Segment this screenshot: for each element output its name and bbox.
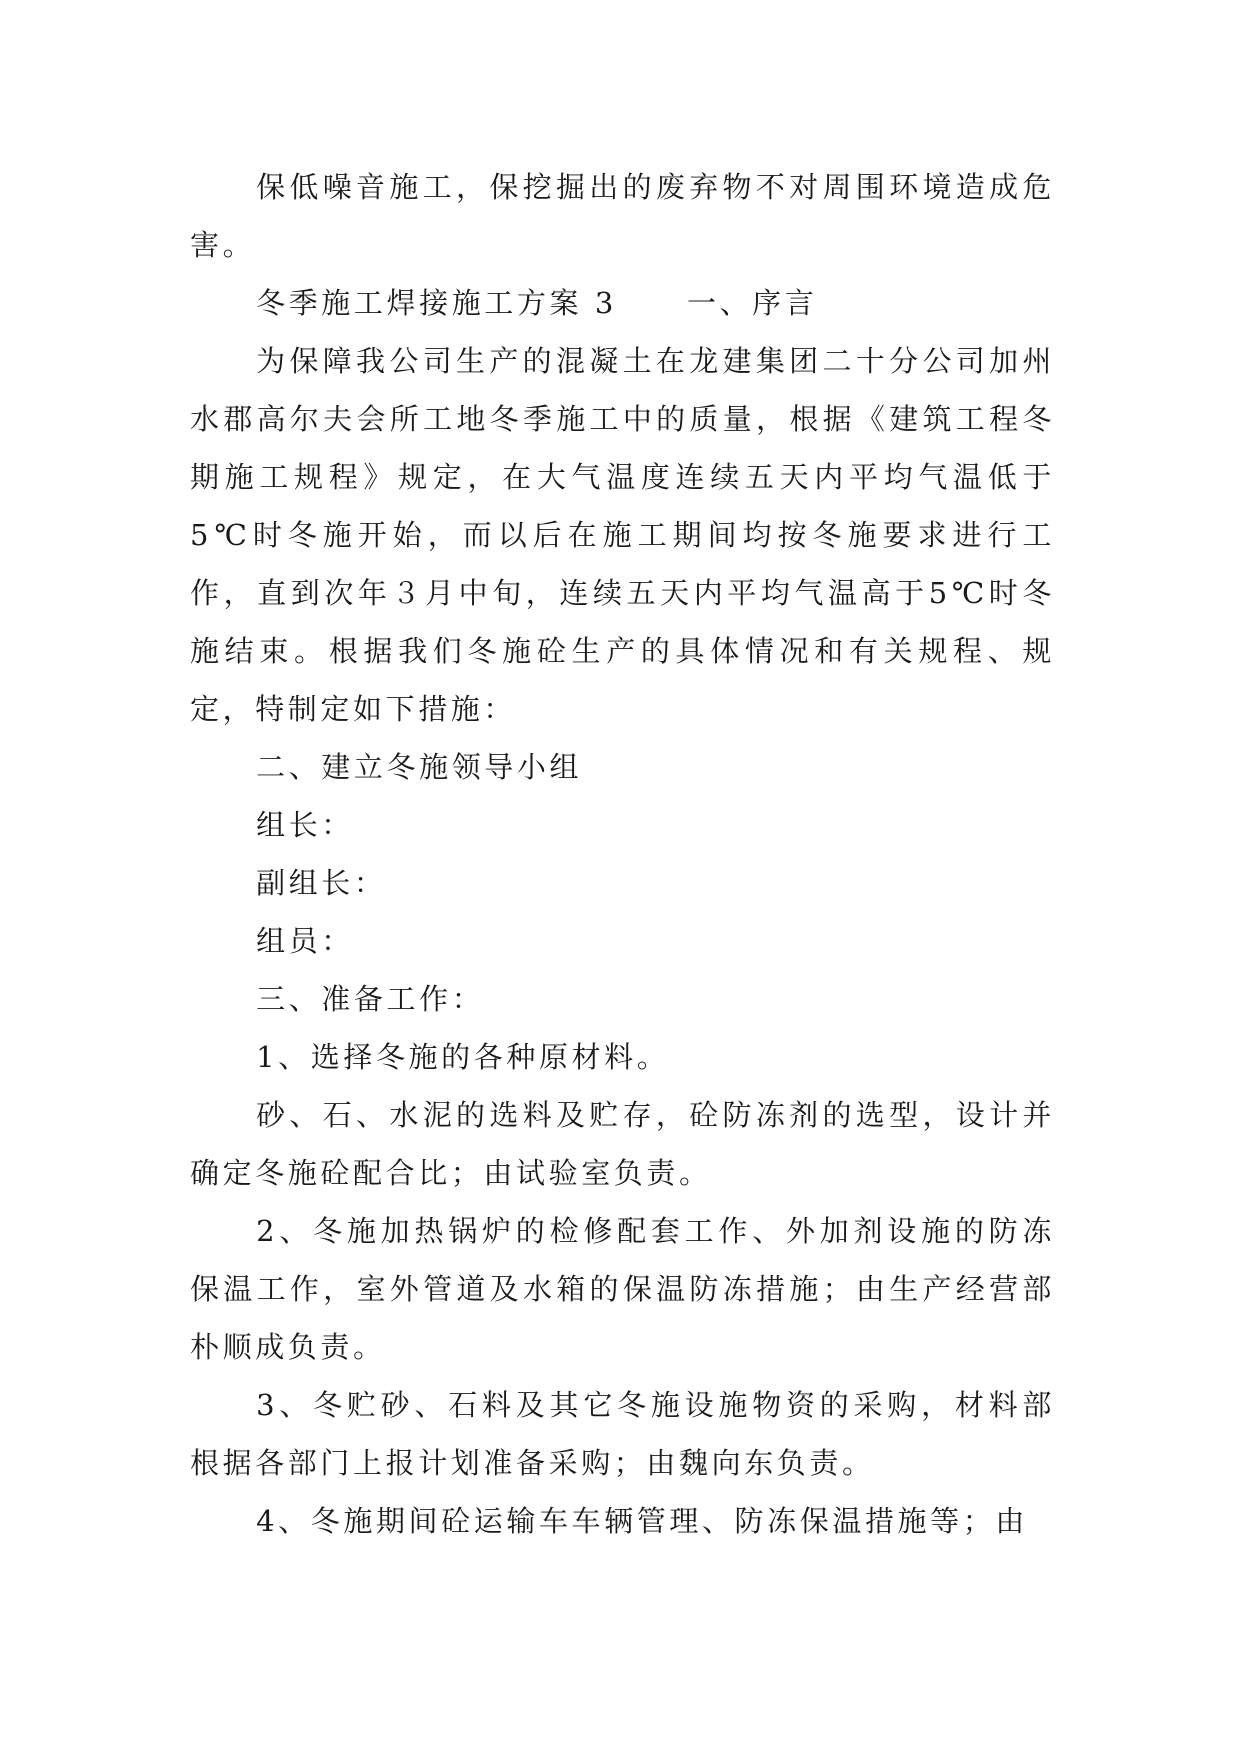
paragraph-item-1: 1、选择冬施的各种原材料。 <box>256 1040 670 1074</box>
paragraph-preparation: 三、准备工作： <box>256 982 485 1016</box>
paragraph-members: 组员： <box>256 924 354 958</box>
section-heading <box>190 274 1055 332</box>
paragraph-noise-control: 保低噪音施工，保挖掘出的废弃物不对周围环境造成危害。 <box>190 170 1055 262</box>
document-body <box>190 158 1055 1550</box>
paragraph-item-4: 4、冬施期间砼运输车车辆管理、防冻保温措施等；由 <box>256 1504 1028 1538</box>
paragraph-materials: 砂、石、水泥的选料及贮存，砼防冻剂的选型，设计并确定冬施砼配合比；由试验室负责。 <box>190 1098 1055 1190</box>
section-subtitle: 一、序言 <box>686 286 818 320</box>
paragraph-preface: 为保障我公司生产的混凝土在龙建集团二十分公司加州水郡高尔夫会所工地冬季施工中的质量，根据《建筑工程冬期施工规程》规定，在大气温度连续五天内平均气温低于5℃时冬施开始，而以后在施工期间均按冬施要求进行工作，直到次年３月中旬，连续五天内平均气温高于5℃时冬施结束。根据我们冬施砼生产的具体情况和有关规程、规定，特制定如下措施： <box>190 344 1055 726</box>
paragraph-item-3: 3、冬贮砂、石料及其它冬施设施物资的采购，材料部根据各部门上报计划准备采购；由魏向东负责。 <box>190 1388 1055 1480</box>
section-title: 冬季施工焊接施工方案 3 <box>256 286 617 320</box>
paragraph-leader: 组长： <box>256 808 354 842</box>
paragraph-deputy-leader: 副组长： <box>256 866 387 900</box>
paragraph-leadership-group: 二、建立冬施领导小组 <box>256 750 583 784</box>
paragraph-item-2: 2、冬施加热锅炉的检修配套工作、外加剂设施的防冻保温工作，室外管道及水箱的保温防冻措施；由生产经营部朴顺成负责。 <box>190 1214 1055 1364</box>
